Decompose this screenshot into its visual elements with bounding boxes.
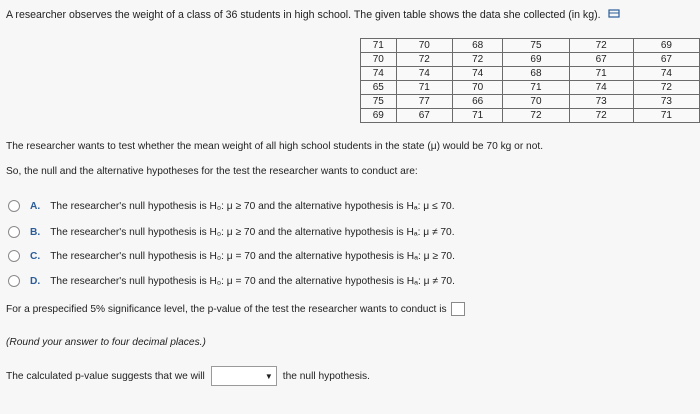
option-a[interactable] [8,200,455,212]
table-cell: 74 [452,67,502,81]
decision-dropdown[interactable] [211,366,277,386]
table-cell: 68 [452,39,502,53]
table-cell: 71 [503,81,569,95]
table-row [361,81,700,95]
option-b-text: The researcher's null hypothesis is H₀: μ ≥ 70 and the alternative hypothesis is Hₐ: μ ≠ 70. [50,226,455,238]
decision-prompt-post: the null hypothesis. [282,370,370,382]
question-mean-weight: The researcher wants to test whether the mean weight of all high school students in the state (μ) would be 70 kg or not. [6,141,544,152]
option-d-radio[interactable] [8,275,20,287]
table-cell: 72 [569,109,633,123]
question-p-value [6,302,465,316]
table-cell: 71 [569,67,633,81]
table-cell: 71 [452,109,502,123]
table-cell: 72 [633,81,699,95]
table-row [361,109,700,123]
table-cell: 71 [396,81,452,95]
option-d[interactable] [8,275,455,287]
table-cell: 72 [569,39,633,53]
option-d-text: The researcher's null hypothesis is H₀: μ = 70 and the alternative hypothesis is Hₐ: μ ≠ 70. [50,275,455,287]
option-b[interactable] [8,226,455,238]
table-cell: 71 [361,39,397,53]
option-c-letter: C. [30,250,41,262]
problem-intro [6,9,620,21]
table-cell: 71 [633,109,699,123]
table-cell: 66 [452,95,502,109]
question-hypotheses: So, the null and the alternative hypotheses for the test the researcher wants to conduct are: [6,166,418,177]
table-row [361,53,700,67]
table-cell: 67 [396,109,452,123]
option-a-text: The researcher's null hypothesis is H₀: μ ≥ 70 and the alternative hypothesis is Hₐ: μ ≤ 70. [50,200,455,212]
table-cell: 67 [633,53,699,67]
option-a-radio[interactable] [8,200,20,212]
rounding-instruction: (Round your answer to four decimal places.) [6,337,206,348]
table-cell: 69 [361,109,397,123]
table-cell: 69 [503,53,569,67]
table-cell: 72 [452,53,502,67]
table-cell: 72 [503,109,569,123]
question-decision [6,366,370,386]
table-row [361,39,700,53]
table-row [361,95,700,109]
table-cell: 75 [361,95,397,109]
decision-prompt-pre: The calculated p-value suggests that we will [6,370,205,382]
table-cell: 65 [361,81,397,95]
table-cell: 74 [633,67,699,81]
option-c-radio[interactable] [8,250,20,262]
table-cell: 70 [452,81,502,95]
copy-icon[interactable] [608,9,620,21]
intro-text: A researcher observes the weight of a class of 36 students in high school. The given table shows the data she collected (in kg). [6,9,601,21]
table-cell: 75 [503,39,569,53]
weight-data-table [360,38,700,123]
p-value-prompt: For a prespecified 5% significance level, the p-value of the test the researcher wants to conduct is [6,303,447,315]
p-value-input[interactable] [451,302,465,316]
table-cell: 70 [396,39,452,53]
table-cell: 72 [396,53,452,67]
option-b-letter: B. [30,226,41,238]
table-cell: 74 [361,67,397,81]
table-cell: 73 [569,95,633,109]
chevron-down-icon: ▼ [264,371,273,381]
table-cell: 69 [633,39,699,53]
option-a-letter: A. [30,200,41,212]
table-cell: 70 [503,95,569,109]
table-cell: 74 [396,67,452,81]
table-cell: 67 [569,53,633,67]
option-b-radio[interactable] [8,226,20,238]
table-cell: 77 [396,95,452,109]
option-d-letter: D. [30,275,41,287]
table-cell: 70 [361,53,397,67]
table-cell: 74 [569,81,633,95]
table-row [361,67,700,81]
option-c-text: The researcher's null hypothesis is H₀: μ = 70 and the alternative hypothesis is Hₐ: μ ≥ 70. [50,250,455,262]
table-cell: 68 [503,67,569,81]
table-cell: 73 [633,95,699,109]
option-c[interactable] [8,250,455,262]
